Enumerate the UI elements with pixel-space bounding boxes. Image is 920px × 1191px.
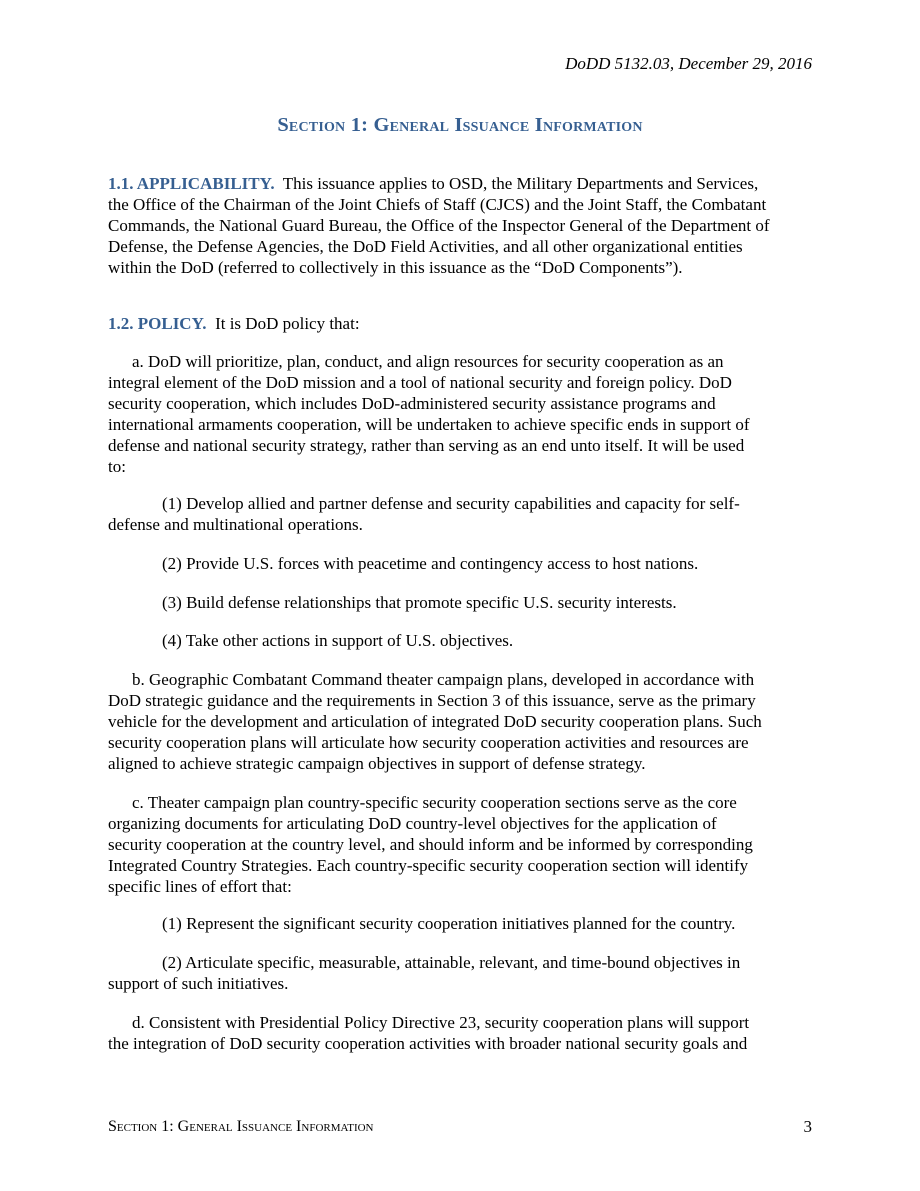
applicability-line-1: This issuance applies to OSD, the Military Departments and Services, [274,174,759,193]
item-c-line-5: specific lines of effort that: [108,877,292,896]
policy-item-a-4 [108,630,812,651]
policy-item-c-2 [108,952,812,994]
item-c-line-4: Integrated Country Strategies. Each country-specific security cooperation section will identify [108,856,749,875]
policy-item-a-3 [108,592,812,613]
item-a2-text: (2) Provide U.S. forces with peacetime and contingency access to host nations. [162,554,699,573]
item-d-line-2: the integration of DoD security cooperation activities with broader national security goals and [108,1034,748,1053]
page-footer [108,1117,812,1137]
paragraph-policy [108,313,812,334]
policy-item-c-1 [108,913,812,934]
policy-item-c [108,792,812,897]
policy-heading: 1.2. POLICY. [108,314,207,333]
policy-item-a-1 [108,493,812,535]
applicability-line-3: Commands, the National Guard Bureau, the Office of the Inspector General of the Department of [108,216,770,235]
item-b-line-5: aligned to achieve strategic campaign objectives in support of defense strategy. [108,754,646,773]
footer-section-title: Section 1: General Issuance Information [108,1118,374,1135]
paragraph-applicability [108,173,812,278]
item-a-line-6: to: [108,457,126,476]
item-a4-text: (4) Take other actions in support of U.S. objectives. [162,631,514,650]
item-a-line-1: a. DoD will prioritize, plan, conduct, and align resources for security cooperation as an [132,352,724,371]
item-a-line-4: international armaments cooperation, will be undertaken to achieve specific ends in support of [108,415,750,434]
item-a1-line-1: (1) Develop allied and partner defense and security capabilities and capacity for self- [162,494,740,513]
item-a3-text: (3) Build defense relationships that promote specific U.S. security interests. [162,593,677,612]
item-b-line-4: security cooperation plans will articulate how security cooperation activities and resources are [108,733,749,752]
item-d-line-1: d. Consistent with Presidential Policy Directive 23, security cooperation plans will support [132,1013,750,1032]
applicability-heading: 1.1. APPLICABILITY. [108,174,275,193]
page-number: 3 [803,1117,812,1136]
running-header: DoDD 5132.03, December 29, 2016 [565,54,812,73]
policy-item-a [108,351,812,477]
policy-item-a-2 [108,553,812,574]
item-c-line-2: organizing documents for articulating DoD country-level objectives for the application of [108,814,717,833]
item-c-line-1: c. Theater campaign plan country-specific security cooperation sections serve as the core [132,793,737,812]
policy-intro: It is DoD policy that: [206,314,360,333]
item-b-line-3: vehicle for the development and articulation of integrated DoD security cooperation plans. Such [108,712,762,731]
item-a-line-2: integral element of the DoD mission and a tool of national security and foreign policy. DoD [108,373,732,392]
policy-item-b [108,669,812,774]
item-a-line-5: defense and national security strategy, rather than serving as an end unto itself. It will be used [108,436,745,455]
applicability-line-4: Defense, the Defense Agencies, the DoD Field Activities, and all other organizational entities [108,237,743,256]
applicability-line-5: within the DoD (referred to collectively in this issuance as the “DoD Components”). [108,258,683,277]
item-c-line-3: security cooperation at the country level, and should inform and be informed by corresponding [108,835,753,854]
applicability-line-2: the Office of the Chairman of the Joint Chiefs of Staff (CJCS) and the Joint Staff, the Combatant [108,195,767,214]
item-a1-line-2: defense and multinational operations. [108,515,363,534]
item-b-line-2: DoD strategic guidance and the requirements in Section 3 of this issuance, serve as the primary [108,691,756,710]
item-a-line-3: security cooperation, which includes DoD-administered security assistance programs and [108,394,716,413]
item-c2-line-2: support of such initiatives. [108,974,289,993]
item-b-line-1: b. Geographic Combatant Command theater campaign plans, developed in accordance with [132,670,755,689]
policy-item-d [108,1012,812,1054]
section-title: Section 1: General Issuance Information [277,114,643,136]
item-c1-text: (1) Represent the significant security cooperation initiatives planned for the country. [162,914,736,933]
item-c2-line-1: (2) Articulate specific, measurable, attainable, relevant, and time-bound objectives in [162,953,741,972]
document-page [108,0,812,1191]
